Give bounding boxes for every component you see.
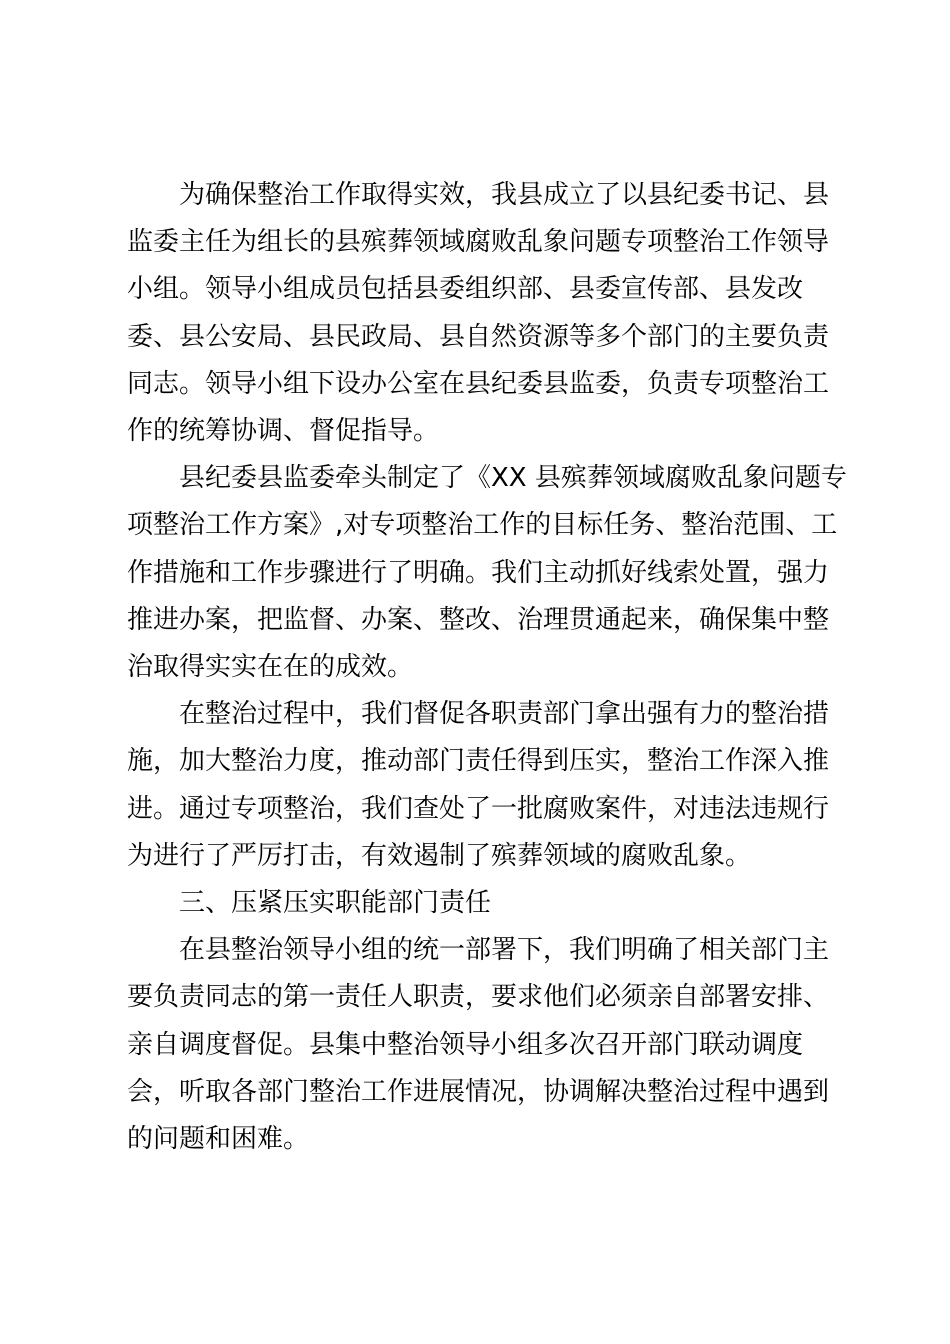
text-line: 治取得实实在在的成效。 — [127, 652, 414, 683]
text-line: 作的统筹协调、督促指导。 — [127, 416, 440, 447]
text-line: 项整治工作方案》,对专项整治工作的目标任务、整治范围、工 — [127, 510, 838, 541]
text-line: 在整治过程中，我们督促各职责部门拿出强有力的整治措 — [179, 699, 830, 730]
text-line: 要负责同志的第一责任人职责，要求他们必须亲自部署安排、 — [127, 982, 830, 1013]
text-line: 为进行了严厉打击，有效遏制了殡葬领域的腐败乱象。 — [127, 840, 752, 871]
text-line: 会，听取各部门整治工作进展情况，协调解决整治过程中遇到 — [127, 1076, 830, 1107]
text-line: 在县整治领导小组的统一部署下，我们明确了相关部门主 — [179, 935, 830, 966]
paragraph-responsibility — [127, 927, 830, 1163]
text-line: 的问题和困难。 — [127, 1124, 310, 1155]
text-line: 作措施和工作步骤进行了明确。我们主动抓好线索处置，强力 — [127, 557, 830, 588]
section-heading: 三、压紧压实职能部门责任 — [179, 888, 492, 919]
paragraph-work-plan — [127, 455, 847, 691]
text-line: 委、县公安局、县民政局、县自然资源等多个部门的主要负责 — [127, 321, 830, 352]
text-line: 县纪委县监委牵头制定了《XX 县殡葬领域腐败乱象问题专 — [179, 463, 847, 494]
text-line: 同志。领导小组下设办公室在县纪委县监委，负责专项整治工 — [127, 368, 830, 399]
paragraph-process — [127, 691, 830, 880]
document-body — [127, 172, 847, 1163]
text-line: 施，加大整治力度，推动部门责任得到压实，整治工作深入推 — [127, 746, 830, 777]
text-line: 监委主任为组长的县殡葬领域腐败乱象问题专项整治工作领导 — [127, 227, 830, 258]
text-line: 小组。领导小组成员包括县委组织部、县委宣传部、县发改 — [127, 274, 804, 305]
text-line: 进。通过专项整治，我们查处了一批腐败案件，对违法违规行 — [127, 793, 830, 824]
text-line: 亲自调度督促。县集中整治领导小组多次召开部门联动调度 — [127, 1029, 804, 1060]
text-line: 为确保整治工作取得实效，我县成立了以县纪委书记、县 — [179, 180, 830, 210]
text-line: 推进办案，把监督、办案、整改、治理贯通起来，确保集中整 — [127, 604, 830, 635]
paragraph-leading-group — [127, 172, 830, 455]
